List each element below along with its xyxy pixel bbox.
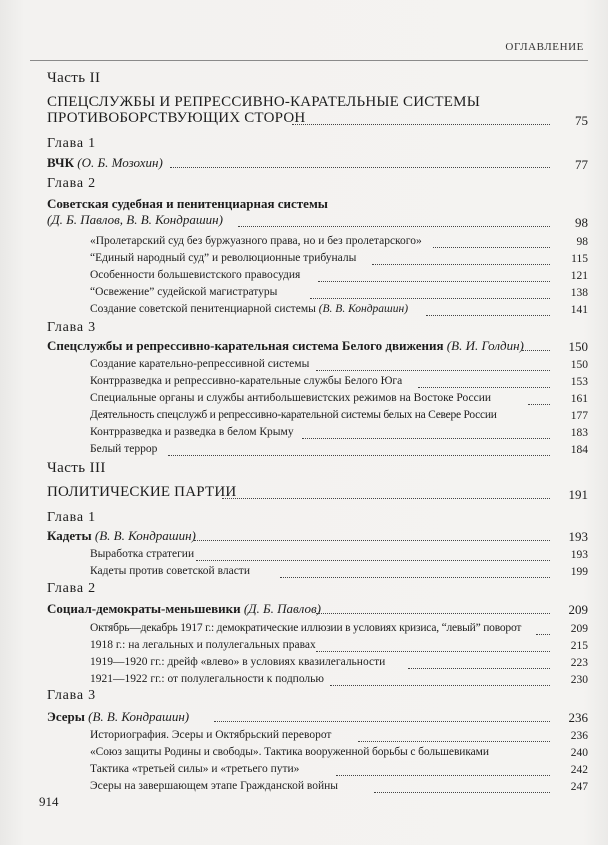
page-number: 193 [568, 529, 588, 544]
page-number: 75 [575, 113, 588, 128]
section-title: Специальные органы и службы антибольшевистских режимов на Востоке России [90, 392, 492, 404]
chapter-label: Глава 3 [47, 320, 96, 335]
dot-leader [222, 498, 550, 499]
page-number: 77 [575, 157, 588, 172]
page-number: 209 [570, 623, 588, 635]
part-label: Часть II [47, 70, 101, 86]
header-rule [30, 60, 588, 61]
chapter-title-text: Спецслужбы и репрессивно-карательная система Белого движения [47, 338, 444, 353]
running-head: ОГЛАВЛЕНИЕ [505, 41, 584, 53]
chapter-label: Глава 1 [47, 510, 96, 525]
page-number: 98 [576, 236, 588, 248]
page-number: 240 [570, 747, 588, 759]
dot-leader [170, 167, 550, 168]
part-title-line1: СПЕЦСЛУЖБЫ И РЕПРЕССИВНО-КАРАТЕЛЬНЫЕ СИСТЕМЫ [47, 94, 480, 110]
part-label: Часть III [47, 460, 106, 476]
section-title: «Пролетарский суд без буржуазного права, но и без пролетарского» [90, 235, 422, 247]
chapter-author: (Д. Б. Павлов, В. В. Кондрашин) [47, 212, 223, 227]
page-number: 138 [570, 287, 588, 299]
section-title: Контрразведка и репрессивно-карательные службы Белого Юга [90, 375, 403, 387]
section-author: (В. В. Кондрашин) [318, 303, 409, 315]
dot-leader [194, 540, 550, 541]
dot-leader [168, 455, 550, 456]
page-number: 223 [570, 657, 588, 669]
page-number: 121 [570, 270, 588, 282]
page-number: 150 [570, 359, 588, 371]
section-title: Кадеты против советской власти [90, 565, 250, 577]
chapter-label: Глава 1 [47, 136, 96, 151]
chapter-author: (В. И. Голдин) [446, 338, 524, 353]
page-number: 236 [570, 730, 588, 742]
chapter-author: (В. В. Кондрашин) [94, 528, 196, 543]
dot-leader [522, 350, 550, 351]
page-number: 98 [575, 215, 588, 230]
dot-leader [426, 315, 550, 316]
section-title: 1921—1922 гг.: от полулегальности к подполью [90, 673, 325, 685]
section-title [90, 303, 408, 315]
page-number: 183 [570, 427, 588, 439]
section-title: Выработка стратегии [90, 548, 195, 560]
section-title: 1919—1920 гг.: дрейф «влево» в условиях квазилегальности [90, 656, 386, 668]
chapter-title: Советская судебная и пенитенциарная системы [47, 196, 328, 211]
section-title: Создание карательно-репрессивной системы [90, 358, 310, 370]
page-number: 161 [570, 393, 588, 405]
dot-leader [433, 247, 550, 248]
page-number: 193 [570, 549, 588, 561]
chapter-title-text: Социал-демократы-меньшевики [47, 601, 241, 616]
dot-leader [238, 226, 550, 227]
section-title: Октябрь—декабрь 1917 г.: демократические иллюзии в условиях кризиса, “левый” поворот [90, 622, 522, 634]
page-number: 230 [570, 674, 588, 686]
dot-leader [302, 438, 550, 439]
page-number: 115 [571, 253, 588, 265]
chapter-label: Глава 2 [47, 176, 96, 191]
page-number: 247 [570, 781, 588, 793]
page-number: 236 [568, 710, 588, 725]
section-title: Контрразведка и разведка в белом Крыму [90, 426, 294, 438]
section-title-text: Создание советской пенитенциарной системы [90, 303, 316, 315]
dot-leader [528, 404, 550, 405]
section-title: 1918 г.: на легальных и полулегальных правах [90, 639, 316, 651]
dot-leader [372, 264, 550, 265]
dot-leader [280, 577, 550, 578]
chapter-author: (О. Б. Мозохин) [77, 155, 163, 170]
chapter-title-text: ВЧК [47, 155, 74, 170]
chapter-author: (Д. Б. Павлов) [243, 601, 321, 616]
chapter-title [47, 709, 189, 725]
dot-leader [316, 613, 550, 614]
chapter-author: (В. В. Кондрашин) [88, 709, 190, 724]
chapter-label: Глава 3 [47, 688, 96, 703]
section-title: Эсеры на завершающем этапе Гражданской войны [90, 780, 338, 792]
chapter-title [47, 601, 321, 617]
chapter-title-text: Эсеры [47, 709, 85, 724]
part-title: ПОЛИТИЧЕСКИЕ ПАРТИИ [47, 484, 237, 500]
dot-leader [316, 651, 550, 652]
dot-leader [336, 775, 550, 776]
dot-leader [358, 741, 550, 742]
page-number: 191 [568, 487, 588, 502]
page-number: 177 [570, 410, 588, 422]
chapter-title [47, 155, 163, 171]
dot-leader [536, 634, 550, 635]
dot-leader [292, 124, 550, 125]
page-number: 215 [570, 640, 588, 652]
page-folio: 914 [39, 794, 59, 809]
page-number: 209 [568, 602, 588, 617]
page-number: 150 [568, 339, 588, 354]
dot-leader [374, 792, 550, 793]
page-number: 141 [570, 304, 588, 316]
dot-leader [318, 281, 550, 282]
page-number: 184 [570, 444, 588, 456]
dot-leader [196, 560, 550, 561]
section-title: Деятельность спецслужб и репрессивно-карательной системы белых на Севере России [90, 409, 497, 421]
page-number: 242 [570, 764, 588, 776]
section-title: Тактика «третьей силы» и «третьего пути» [90, 763, 300, 775]
dot-leader [310, 298, 550, 299]
dot-leader [214, 721, 550, 722]
section-title: Белый террор [90, 443, 158, 455]
part-title-line2: ПРОТИВОБОРСТВУЮЩИХ СТОРОН [47, 110, 306, 126]
section-title: “Единый народный суд” и революционные трибуналы [90, 252, 357, 264]
chapter-title-text: Кадеты [47, 528, 92, 543]
page-number: 153 [570, 376, 588, 388]
section-title: «Союз защиты Родины и свободы». Тактика вооруженной борьбы с большевиками [90, 746, 489, 758]
dot-leader [316, 370, 550, 371]
chapter-label: Глава 2 [47, 581, 96, 596]
dot-leader [330, 685, 550, 686]
chapter-title [47, 338, 524, 354]
page-number: 199 [570, 566, 588, 578]
section-title: Особенности большевистского правосудия [90, 269, 301, 281]
chapter-title [47, 528, 196, 544]
dot-leader [408, 668, 550, 669]
section-title: Историография. Эсеры и Октябрьский переворот [90, 729, 332, 741]
section-title: “Освежение” судейской магистратуры [90, 286, 278, 298]
dot-leader [418, 387, 550, 388]
